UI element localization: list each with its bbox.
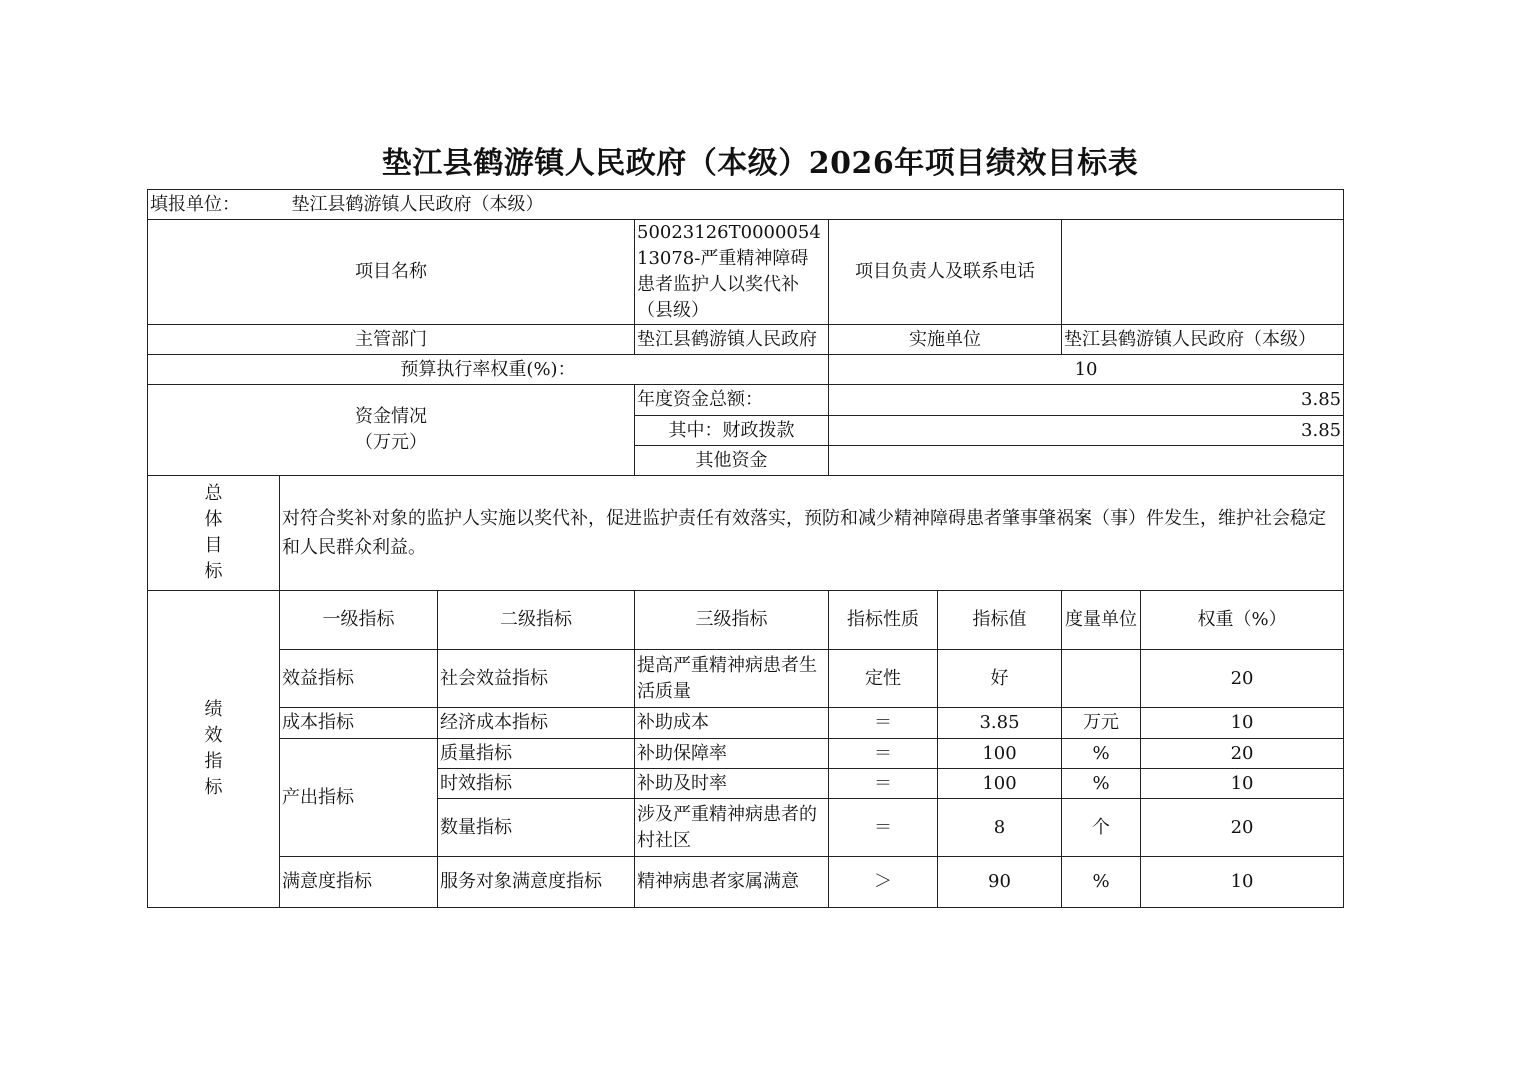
cell-level3: 涉及严重精神病患者的村社区 <box>635 799 829 857</box>
cell-nature: ＝ <box>829 769 938 799</box>
cell-nature: ＞ <box>829 857 938 908</box>
cell-level1: 成本指标 <box>280 708 438 739</box>
header-weight: 权重（%） <box>1141 591 1344 650</box>
cell-unit: % <box>1062 739 1141 769</box>
cell-value: 100 <box>938 739 1062 769</box>
overall-goal-text: 对符合奖补对象的监护人实施以奖代补，促进监护责任有效落实，预防和减少精神障碍患者肇事肇祸案（事）件发生，维护社会稳定和人民群众利益。 <box>280 476 1344 591</box>
cell-value: 8 <box>938 799 1062 857</box>
cell-level3: 补助成本 <box>635 708 829 739</box>
header-nature: 指标性质 <box>829 591 938 650</box>
header-value: 指标值 <box>938 591 1062 650</box>
cell-unit: 个 <box>1062 799 1141 857</box>
budget-weight-label: 预算执行率权重(%)： <box>148 355 829 385</box>
cell-nature: ＝ <box>829 708 938 739</box>
cell-weight: 10 <box>1141 769 1344 799</box>
cell-level2: 质量指标 <box>438 739 635 769</box>
cell-value: 3.85 <box>938 708 1062 739</box>
other-label: 其他资金 <box>635 446 829 476</box>
goal-char: 总 <box>204 483 223 504</box>
other-value <box>829 446 1344 476</box>
header-unit: 度量单位 <box>1062 591 1141 650</box>
cell-value: 90 <box>938 857 1062 908</box>
perf-indicator-label <box>148 591 280 908</box>
cell-weight: 10 <box>1141 857 1344 908</box>
cell-level2: 数量指标 <box>438 799 635 857</box>
fill-unit-value: 垫江县鹤游镇人民政府（本级） <box>291 193 544 215</box>
cell-unit: % <box>1062 769 1141 799</box>
perf-char: 绩 <box>204 699 223 720</box>
project-name-value: 50023126T000005413078-严重精神障碍患者监护人以奖代补（县级） <box>635 220 829 325</box>
cell-nature: 定性 <box>829 650 938 708</box>
perf-char: 标 <box>204 777 223 798</box>
project-name-label: 项目名称 <box>148 220 635 325</box>
goal-char: 标 <box>204 561 223 582</box>
fill-unit-label: 填报单位： <box>150 193 240 215</box>
cell-nature: ＝ <box>829 739 938 769</box>
cell-unit: % <box>1062 857 1141 908</box>
perf-char: 效 <box>204 725 223 746</box>
goal-char: 体 <box>204 509 223 530</box>
table-row <box>148 857 1344 908</box>
cell-level1: 产出指标 <box>280 739 438 857</box>
funds-label-line1: 资金情况 <box>355 406 427 427</box>
dept-value: 垫江县鹤游镇人民政府 <box>635 325 829 355</box>
cell-weight: 10 <box>1141 708 1344 739</box>
header-level3: 三级指标 <box>635 591 829 650</box>
cell-weight: 20 <box>1141 650 1344 708</box>
table-row <box>148 708 1344 739</box>
performance-target-table <box>147 189 1344 908</box>
cell-level3: 提高严重精神病患者生活质量 <box>635 650 829 708</box>
cell-level2: 经济成本指标 <box>438 708 635 739</box>
cell-value: 好 <box>938 650 1062 708</box>
page-title: 垫江县鹤游镇人民政府（本级）2026年项目绩效目标表 <box>381 146 1139 181</box>
annual-total-value: 3.85 <box>829 385 1344 416</box>
cell-value: 100 <box>938 769 1062 799</box>
cell-level3: 补助及时率 <box>635 769 829 799</box>
cell-level1: 满意度指标 <box>280 857 438 908</box>
budget-weight-value: 10 <box>829 355 1344 385</box>
cell-weight: 20 <box>1141 799 1344 857</box>
cell-level2: 服务对象满意度指标 <box>438 857 635 908</box>
project-owner-label: 项目负责人及联系电话 <box>829 220 1062 325</box>
fill-unit-row <box>148 190 1344 220</box>
cell-nature: ＝ <box>829 799 938 857</box>
funds-label <box>148 385 635 476</box>
project-owner-value <box>1062 220 1344 325</box>
annual-total-label: 年度资金总额： <box>635 385 829 416</box>
cell-level3: 精神病患者家属满意 <box>635 857 829 908</box>
cell-level2: 社会效益指标 <box>438 650 635 708</box>
perf-char: 指 <box>204 751 223 772</box>
cell-weight: 20 <box>1141 739 1344 769</box>
cell-level3: 补助保障率 <box>635 739 829 769</box>
header-level2: 二级指标 <box>438 591 635 650</box>
impl-value: 垫江县鹤游镇人民政府（本级） <box>1062 325 1344 355</box>
header-level1: 一级指标 <box>280 591 438 650</box>
fiscal-value: 3.85 <box>829 416 1344 446</box>
impl-label: 实施单位 <box>829 325 1062 355</box>
cell-unit: 万元 <box>1062 708 1141 739</box>
table-row <box>148 739 1344 769</box>
dept-label: 主管部门 <box>148 325 635 355</box>
table-row <box>148 650 1344 708</box>
overall-goal-label <box>148 476 280 591</box>
cell-level1: 效益指标 <box>280 650 438 708</box>
cell-unit <box>1062 650 1141 708</box>
cell-level2: 时效指标 <box>438 769 635 799</box>
goal-char: 目 <box>204 535 223 556</box>
fiscal-label: 其中：财政拨款 <box>635 416 829 446</box>
funds-label-line2: （万元） <box>355 432 427 453</box>
